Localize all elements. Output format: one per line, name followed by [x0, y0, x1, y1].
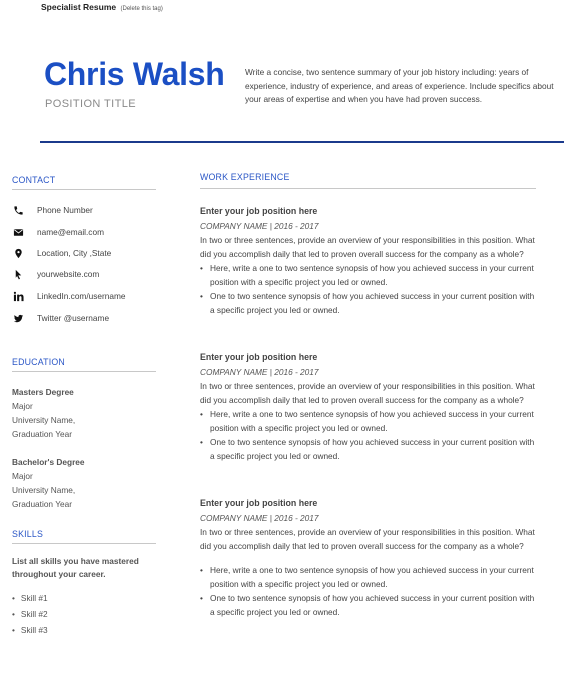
achievement-item: • One to two sentence synopsis of how you achieved success in your current position with a specific project you led or owned. [200, 289, 535, 317]
degree-name: Masters Degree [12, 387, 74, 397]
contact-linkedin-text: LinkedIn.com/username [37, 291, 126, 301]
twitter-icon [12, 312, 24, 324]
skills-intro: List all skills you have mastered throughout your career. [12, 556, 139, 579]
company-dates: COMPANY NAME | 2016 - 2017 [200, 221, 319, 231]
degree-name: Bachelor's Degree [12, 457, 85, 467]
skill-item: • Skill #1 [12, 590, 48, 606]
contact-website [12, 267, 100, 281]
contact-divider [12, 189, 156, 190]
contact-phone-text: Phone Number [37, 205, 93, 215]
cursor-icon [12, 268, 24, 280]
position-title: POSITION TITLE [45, 98, 136, 110]
email-icon [12, 226, 24, 238]
resume-tag-note: (Delete this tag) [120, 6, 163, 12]
company-dates: COMPANY NAME | 2016 - 2017 [200, 367, 319, 377]
contact-website-text: yourwebsite.com [37, 269, 100, 279]
graduation-year: Graduation Year [12, 429, 72, 439]
skill-list [12, 590, 48, 638]
graduation-year: Graduation Year [12, 499, 72, 509]
resume-tag [41, 2, 163, 12]
contact-twitter-text: Twitter @username [37, 313, 110, 323]
candidate-name: Chris Walsh [44, 56, 225, 92]
achievement-item: • Here, write a one to two sentence synopsis of how you achieved success in your current position with a specific project you led or owned. [200, 261, 535, 289]
skill-item: • Skill #3 [12, 622, 48, 638]
degree-major: Major [12, 471, 33, 481]
contact-twitter [12, 311, 110, 325]
contact-email-text: name@email.com [37, 227, 104, 237]
job-description: In two or three sentences, provide an overview of your responsibilities in this position. What did you accomplish daily that led to proven overall success for the company as a whole? [200, 381, 535, 405]
header-divider [40, 141, 564, 143]
achievement-list [200, 261, 535, 317]
education-heading: EDUCATION [12, 357, 65, 367]
work-experience-heading: WORK EXPERIENCE [200, 172, 290, 182]
contact-heading: CONTACT [12, 175, 56, 185]
job-description: In two or three sentences, provide an overview of your responsibilities in this position. What did you accomplish daily that led to proven overall success for the company as a whole? [200, 527, 535, 551]
education-entry [12, 385, 75, 441]
university-name: University Name, [12, 415, 76, 425]
achievement-item: • Here, write a one to two sentence synopsis of how you achieved success in your current position with a specific project you led or owned. [200, 563, 535, 591]
contact-location [12, 246, 112, 260]
location-pin-icon [12, 247, 24, 259]
degree-major: Major [12, 401, 33, 411]
achievement-list [200, 563, 535, 619]
contact-email [12, 225, 104, 239]
job-entry [200, 498, 535, 619]
contact-linkedin [12, 289, 126, 303]
education-divider [12, 371, 156, 372]
job-title: Enter your job position here [200, 498, 318, 508]
skill-item: • Skill #2 [12, 606, 48, 622]
job-description: In two or three sentences, provide an overview of your responsibilities in this position. What did you accomplish daily that led to proven overall success for the company as a whole? [200, 235, 535, 259]
contact-location-text: Location, City ,State [37, 248, 112, 258]
achievement-item: • One to two sentence synopsis of how you achieved success in your current position with a specific project you led or owned. [200, 435, 535, 463]
achievement-item: • One to two sentence synopsis of how you achieved success in your current position with a specific project you led or owned. [200, 591, 535, 619]
resume-tag-label: Specialist Resume [41, 2, 117, 12]
achievement-item: • Here, write a one to two sentence synopsis of how you achieved success in your current position with a specific project you led or owned. [200, 407, 535, 435]
job-entry [200, 206, 535, 317]
education-entry [12, 455, 85, 511]
contact-phone [12, 203, 93, 217]
skills-heading: SKILLS [12, 529, 44, 539]
company-dates: COMPANY NAME | 2016 - 2017 [200, 513, 319, 523]
summary-text: Write a concise, two sentence summary of your job history including: years of experience, industry of experience, and areas of experience. Include specifics about your areas of expertise and when you have had proven success. [245, 67, 554, 105]
job-title: Enter your job position here [200, 206, 318, 216]
university-name: University Name, [12, 485, 76, 495]
linkedin-icon [12, 290, 24, 302]
phone-icon [12, 204, 24, 216]
job-title: Enter your job position here [200, 352, 318, 362]
achievement-list [200, 407, 535, 463]
work-experience-divider [200, 188, 536, 189]
job-entry [200, 352, 535, 463]
skills-divider [12, 543, 156, 544]
